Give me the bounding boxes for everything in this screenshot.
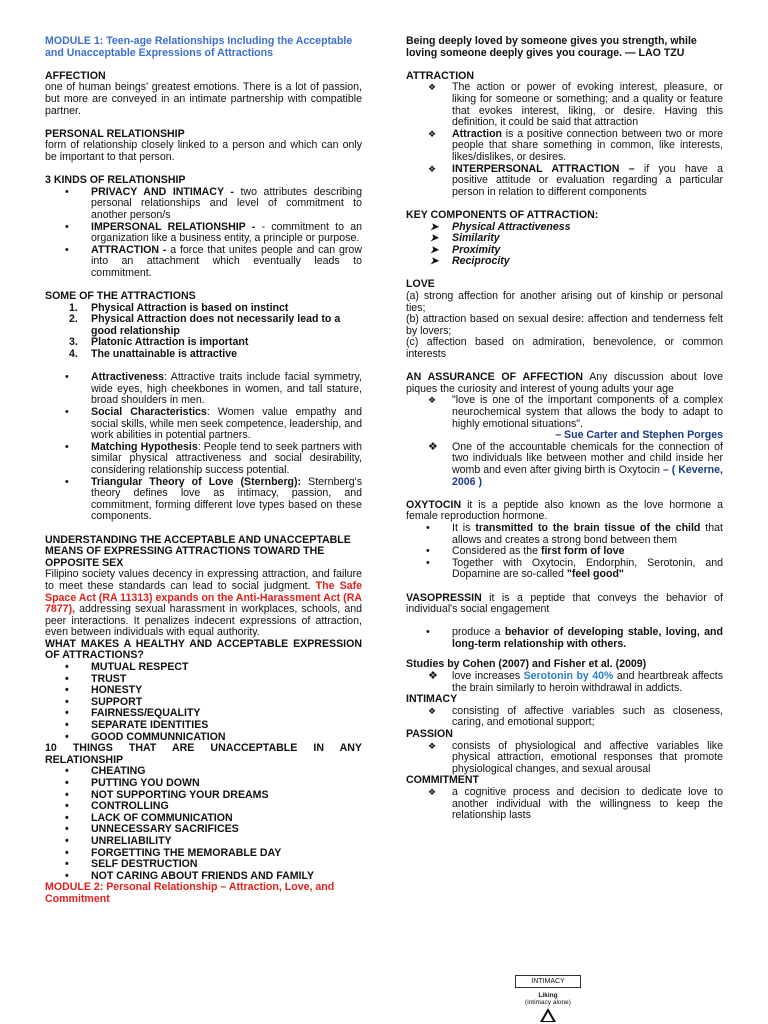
traits-list: [45, 372, 362, 523]
list-item: • CHEATING: [45, 766, 362, 778]
healthy-list: [45, 662, 362, 743]
key-components-heading: KEY COMPONENTS OF ATTRACTION:: [406, 208, 599, 221]
studies-heading: Studies by Cohen (2007) and Fisher et al. (2009): [406, 658, 647, 671]
list-item: • SUPPORT: [45, 697, 362, 709]
affection-heading: AFFECTION: [45, 69, 106, 82]
list-item: • FORGETTING THE MEMORABLE DAY: [45, 848, 362, 860]
list-item: • NOT CARING ABOUT FRIENDS AND FAMILY: [45, 871, 362, 883]
kinds-heading: 3 KINDS OF RELATIONSHIP: [45, 174, 186, 187]
list-item: • UNNECESSARY SACRIFICES: [45, 824, 362, 836]
intimacy-box: INTIMACY: [515, 975, 581, 988]
list-item: 2. Physical Attraction does not necessarily lead to a good relationship: [69, 313, 341, 337]
list-item: ❖ INTERPERSONAL ATTRACTION – if you have a positive attitude or evaluation regarding a particular person in relation to different components: [428, 162, 723, 198]
love-definition: (b) attraction based on sexual desire: affection and tenderness felt by lovers;: [406, 313, 723, 337]
list-item: • PRIVACY AND INTIMACY - two attributes describing personal relationships and level of commitment to another person/s: [45, 187, 362, 222]
list-item: • TRUST: [45, 674, 362, 686]
list-item: ❖ consists of physiological and affective variables like physical attraction, emotional responses that promote physiological changes, and sexual arousal: [428, 739, 723, 775]
healthy-heading: WHAT MAKES A HEALTHY AND ACCEPTABLE EXPRESSION OF ATTRACTIONS?: [45, 637, 362, 662]
oxytocin-list: [406, 523, 723, 581]
diamond-bullet-icon: ❖: [428, 705, 437, 716]
list-item: • MUTUAL RESPECT: [45, 662, 362, 674]
personal-relationship-heading: PERSONAL RELATIONSHIP: [45, 127, 185, 140]
list-item: • SEPARATE IDENTITIES: [45, 720, 362, 732]
diamond-bullet-icon: ❖: [428, 128, 437, 139]
understanding-heading: UNDERSTANDING THE ACCEPTABLE AND UNACCEPTABLE MEANS OF EXPRESSING ATTRACTIONS TOWARD THE OPPOSITE SEX: [45, 533, 351, 569]
list-item: • CONTROLLING: [45, 801, 362, 813]
passion-list: [406, 741, 723, 776]
list-item: • LACK OF COMMUNICATION: [45, 813, 362, 825]
diamond-bullet-icon: ❖: [428, 163, 437, 174]
left-column: [45, 36, 362, 906]
vasopressin-list: [406, 627, 723, 650]
list-item: • UNRELIABILITY: [45, 836, 362, 848]
affection-text: one of human beings' greatest emotions. There is a lot of passion, but more are conveyed in an intimate partnership with compatible partner.: [45, 81, 362, 117]
list-item: ➤ Reciprocity: [430, 255, 510, 268]
some-attractions-heading: SOME OF THE ATTRACTIONS: [45, 290, 196, 303]
kinds-list: [45, 187, 362, 280]
love-definition: (c) affection based on admiration, benevolence, or common interests: [406, 336, 723, 361]
module1-title: MODULE 1: Teen-age Relationships Including the Acceptable and Unacceptable Expressions of Attractions: [45, 35, 353, 59]
list-item: • Together with Oxytocin, Endorphin, Serotonin, and Dopamine are so-called "feel good": [406, 558, 723, 581]
studies-list: [406, 671, 723, 694]
list-item: • NOT SUPPORTING YOUR DREAMS: [45, 790, 362, 802]
diamond-bullet-icon: ❖: [428, 440, 438, 453]
attraction-heading: ATTRACTION: [406, 69, 475, 82]
list-item: • Social Characteristics: Women value empathy and social skills, while men seek competence, leadership, and work abilities in potential partners.: [45, 407, 362, 442]
list-item: ❖ consisting of affective variables such as closeness, caring, and emotional support;: [428, 704, 723, 729]
citation: – Sue Carter and Stephen Porges: [555, 429, 723, 442]
intimacy-list: [406, 706, 723, 729]
list-item: • SELF DESTRUCTION: [45, 859, 362, 871]
list-item: ❖ The action or power of evoking interest, pleasure, or liking for someone or something; and a quality or feature that evokes interest, liking, or desire. Having this definition, it could be said that attraction: [428, 81, 723, 129]
oxytocin-paragraph: OXYTOCIN it is a peptide also known as the love hormone a female reproduction hormone.: [406, 498, 723, 523]
attraction-list: [406, 82, 723, 198]
list-item: ➤ Proximity: [430, 243, 501, 256]
understanding-text: Filipino society values decency in expressing attraction, and failure to meet these standards can lead to social judgment. The Safe Space Act (RA 11313) expands on the Anti-Harassment Act (RA 7877), addressing sexual harassment in workplaces, schools, and peer interactions. It penalizes indecent expressions of attraction, even between individuals with equal authority.: [45, 568, 362, 639]
list-item: ❖ love increases Serotonin by 40% and heartbreak affects the brain similarly to heroin withdrawal in addicts.: [428, 670, 723, 694]
list-item: ❖ a cognitive process and decision to dedicate love to another individual with the willingness to keep the relationship lasts: [428, 786, 723, 822]
arrow-bullet-icon: ➤: [430, 256, 439, 268]
list-item: ➤ Physical Attractiveness: [430, 220, 571, 233]
list-item: 4. The unattainable is attractive: [69, 348, 238, 361]
vasopressin-paragraph: VASOPRESSIN it is a peptide that conveys the behavior of individual's social engagement: [406, 591, 723, 616]
list-item: • HONESTY: [45, 685, 362, 697]
unacceptable-list: [45, 766, 362, 882]
diamond-bullet-icon: ❖: [428, 82, 437, 93]
assurance-list: [406, 395, 723, 430]
list-item: • Attractiveness: Attractive traits include facial symmetry, wide eyes, high cheekbones in women, and tall stature, broad shoulders in men.: [45, 372, 362, 407]
love-heading: LOVE: [406, 278, 435, 291]
list-item: ❖ Attraction is a positive connection between two or more people that share something in common, like interests, likes/dislikes, or desires.: [428, 127, 723, 163]
arrow-bullet-icon: ➤: [430, 244, 439, 256]
list-item: • It is transmitted to the brain tissue of the child that allows and creates a strong bond between them: [406, 523, 723, 546]
list-item: ❖ One of the accountable chemicals for the connection of two individuals like between mother and child inside her womb and even after giving birth is Oxytocin – ( Keverne, 2006 ): [428, 440, 723, 488]
unacceptable-heading: 10 THINGS THAT ARE UNACCEPTABLE IN ANY RELATIONSHIP: [45, 742, 362, 766]
list-item: • ATTRACTION - a force that unites people and can grow into an attachment which eventually leads to commitment.: [45, 245, 362, 280]
list-item: • Triangular Theory of Love (Sternberg): Sternberg's theory defines love as intimacy, passion, and commitment, forming different love types based on these components.: [45, 477, 362, 523]
quote: Being deeply loved by someone gives you strength, while loving someone deeply gives you courage. — LAO TZU: [406, 35, 697, 59]
right-column: [406, 36, 723, 822]
list-item: 1. Physical Attraction is based on instinct: [69, 301, 289, 314]
diamond-bullet-icon: ❖: [428, 670, 438, 683]
list-item: • FAIRNESS/EQUALITY: [45, 708, 362, 720]
assurance-list-2: [406, 442, 723, 488]
list-item: • GOOD COMMUNNICATION: [45, 732, 362, 744]
triangle-icon: [540, 1008, 556, 1022]
module2-title: MODULE 2: Personal Relationship – Attraction, Love, and Commitment: [45, 881, 335, 905]
passion-heading: PASSION: [406, 728, 453, 741]
list-item: • Considered as the first form of love: [406, 546, 723, 558]
list-item: ❖ "love is one of the important components of a complex neurochemical system that allows the body to adapt to highly emotional situations".: [428, 394, 723, 430]
diamond-bullet-icon: ❖: [428, 395, 437, 406]
commitment-list: [406, 787, 723, 822]
list-item: • produce a behavior of developing stable, loving, and long-term relationship with others.: [406, 627, 723, 650]
love-triangle-diagram: [515, 975, 581, 1022]
list-item: • PUTTING YOU DOWN: [45, 778, 362, 790]
arrow-bullet-icon: ➤: [430, 233, 439, 245]
diamond-bullet-icon: ❖: [428, 740, 437, 751]
intimacy-heading: INTIMACY: [406, 693, 458, 706]
list-item: • IMPERSONAL RELATIONSHIP - - commitment to an organization like a business entity, a principle or purpose.: [45, 222, 362, 245]
diamond-bullet-icon: ❖: [428, 787, 437, 797]
assurance-paragraph: AN ASSURANCE OF AFFECTION Any discussion about love piques the curiosity and interest of young adults your age: [406, 371, 723, 395]
personal-relationship-text: form of relationship closely linked to a person and which can only be important to that person.: [45, 139, 362, 163]
love-definition: (a) strong affection for another arising out of kinship or personal ties;: [406, 290, 723, 314]
commitment-heading: COMMITMENT: [406, 774, 479, 787]
some-attractions-list: [45, 303, 362, 361]
list-item: ➤ Similarity: [430, 232, 500, 245]
list-item: 3. Platonic Attraction is important: [69, 336, 249, 349]
key-components-list: [406, 222, 723, 268]
list-item: • Matching Hypothesis: People tend to seek partners with similar physical attractiveness and social desirability, considering relationship success potential.: [45, 442, 362, 477]
arrow-bullet-icon: ➤: [430, 221, 439, 233]
liking-label: Liking (intimacy alone): [525, 992, 571, 1006]
